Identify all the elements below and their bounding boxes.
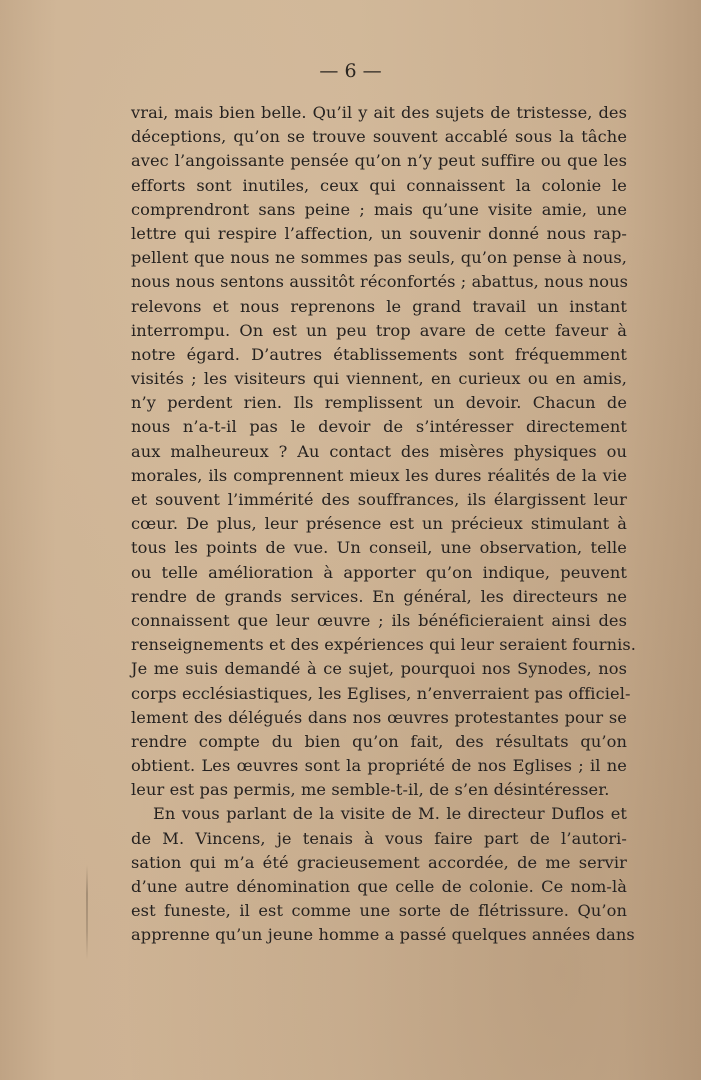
text-line-7: pellent que nous ne sommes pas seuls, qu’on pense à nous, (131, 248, 627, 268)
text-line-6: lettre qui respire l’affection, un souvenir donné nous rap- (131, 223, 627, 243)
text-line-13: n’y perdent rien. Ils remplissent un devoir. Chacun de (131, 393, 627, 413)
text-line-34: est funeste, il est comme une sorte de flétrissure. Qu’on (131, 901, 627, 921)
text-line-35: apprenne qu’un jeune homme a passé quelques années dans (131, 925, 635, 945)
text-line-28: obtient. Les œuvres sont la propriété de nos Eglises ; il ne (131, 756, 627, 776)
text-line-10: interrompu. On est un peu trop avare de cette faveur à (131, 320, 627, 340)
text-line-9: relevons et nous reprenons le grand travail un instant (131, 296, 627, 316)
text-line-26: lement des délégués dans nos œuvres protestantes pour se (131, 707, 627, 727)
text-line-22: connaissent que leur œuvre ; ils bénéficieraient ainsi des (131, 610, 627, 630)
text-line-19: tous les points de vue. Un conseil, une observation, telle (131, 538, 627, 558)
text-line-14: nous n’a-t-il pas le devoir de s’intéresser directement (131, 417, 627, 437)
body-text (131, 101, 637, 948)
text-line-31: de M. Vincens, je tenais à vous faire part de l’autori- (131, 828, 627, 848)
text-line-3: avec l’angoissante pensée qu’on n’y peut suffire ou que les (131, 151, 627, 171)
text-line-27: rendre compte du bien qu’on fait, des résultats qu’on (131, 731, 627, 751)
text-line-29: leur est pas permis, me semble-t-il, de s’en désintéresser. (131, 780, 610, 800)
text-line-11: notre égard. D’autres établissements sont fréquemment (131, 344, 627, 364)
text-line-12: visités ; les visiteurs qui viennent, en curieux ou en amis, (131, 369, 627, 389)
text-line-21: rendre de grands services. En général, les directeurs ne (131, 586, 627, 606)
text-line-16: morales, ils comprennent mieux les dures réalités de la vie (131, 465, 627, 485)
text-line-1: vrai, mais bien belle. Qu’il y ait des sujets de tristesse, des (131, 103, 627, 122)
text-line-4: efforts sont inutiles, ceux qui connaissent la colonie le (131, 175, 627, 195)
text-line-24: Je me suis demandé à ce sujet, pourquoi nos Synodes, nos (131, 659, 627, 679)
text-line-25: corps ecclésiastiques, les Eglises, n’enverraient pas officiel- (131, 683, 631, 703)
text-line-2: déceptions, qu’on se trouve souvent accablé sous la tâche (131, 127, 627, 147)
text-line-23: renseignements et des expériences qui leur seraient fournis. (131, 635, 637, 655)
text-line-32: sation qui m’a été gracieusement accordée, de me servir (131, 852, 627, 872)
text-line-15: aux malheureux ? Au contact des misères physiques ou (131, 441, 627, 461)
page-number: — 6 — (319, 60, 382, 82)
text-line-30: En vous parlant de la visite de M. le directeur Duflos et (153, 804, 627, 824)
text-line-33: d’une autre dénomination que celle de colonie. Ce nom-là (131, 877, 627, 896)
text-line-18: cœur. De plus, leur présence est un précieux stimulant à (131, 514, 627, 534)
text-line-8: nous nous sentons aussitôt réconfortés ; abattus, nous nous (131, 272, 629, 292)
text-line-17: et souvent l’immérité des souffrances, ils élargissent leur (131, 490, 627, 509)
text-line-5: comprendront sans peine ; mais qu’une visite amie, une (131, 199, 627, 219)
margin-pencil-mark (86, 865, 88, 960)
text-line-20: ou telle amélioration à apporter qu’on indique, peuvent (131, 562, 627, 582)
